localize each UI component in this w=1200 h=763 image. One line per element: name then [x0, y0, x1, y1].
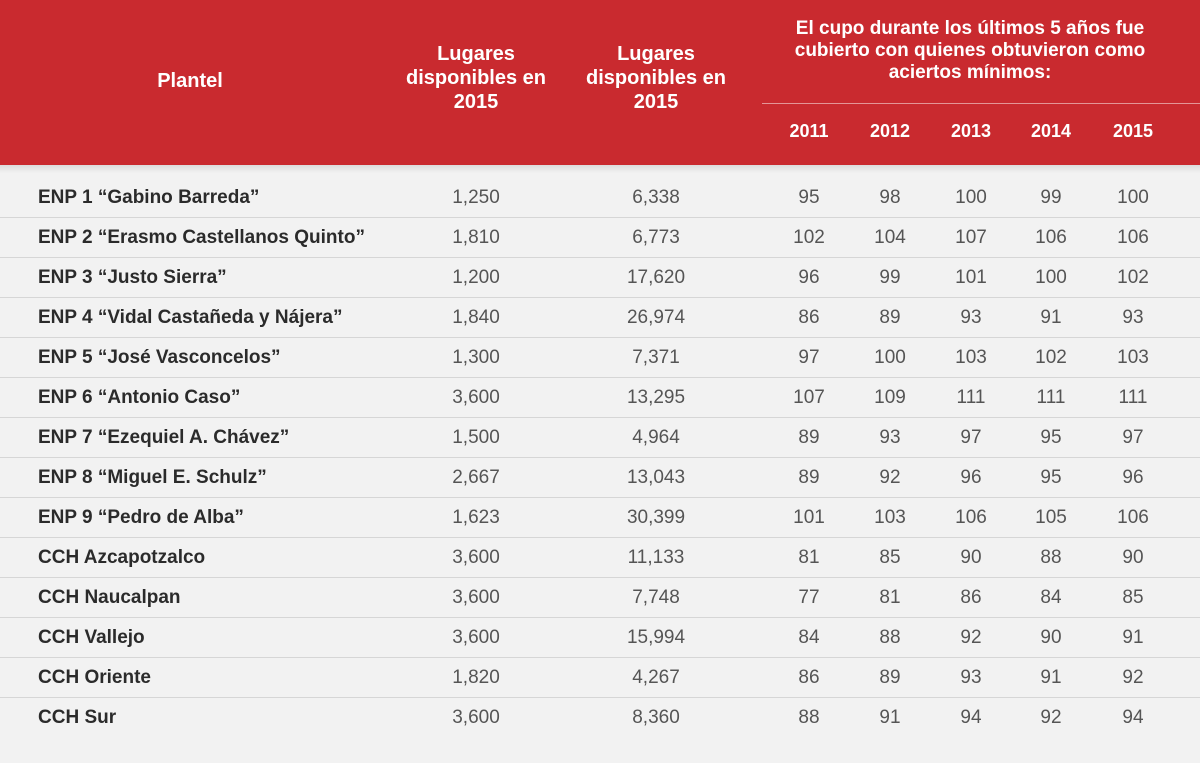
lugares-value: 3,600	[452, 547, 500, 568]
header-span-title: El cupo durante los últimos 5 años fue cubierto con quienes obtuvieron como aciertos mínimos:	[794, 18, 1146, 83]
table-row	[0, 298, 1200, 338]
aciertos-2013: 93	[960, 667, 982, 688]
plantel-name: ENP 7 “Ezequiel A. Chávez”	[38, 427, 290, 448]
plantel-name: ENP 4 “Vidal Castañeda y Nájera”	[38, 307, 343, 328]
aciertos-2012: 104	[874, 227, 906, 248]
header-year-2015: 2015	[1112, 121, 1154, 141]
aciertos-2015: 85	[1122, 587, 1144, 608]
aciertos-2015: 92	[1122, 667, 1144, 688]
aciertos-2013: 100	[955, 187, 987, 208]
aciertos-2015: 94	[1122, 707, 1144, 728]
aciertos-2014: 99	[1040, 187, 1062, 208]
aciertos-2015: 93	[1122, 307, 1144, 328]
plantel-name: ENP 3 “Justo Sierra”	[38, 267, 227, 288]
plantel-name: CCH Azcapotzalco	[38, 547, 206, 568]
aciertos-2013: 106	[955, 507, 987, 528]
aciertos-2013: 86	[960, 587, 982, 608]
table-row	[0, 618, 1200, 658]
aciertos-2011: 86	[798, 307, 820, 328]
aciertos-2011: 95	[798, 187, 820, 208]
aciertos-2015: 106	[1117, 507, 1149, 528]
aciertos-2013: 97	[960, 427, 982, 448]
aciertos-2014: 95	[1040, 467, 1062, 488]
aciertos-2012: 93	[879, 427, 901, 448]
aciertos-2012: 85	[879, 547, 901, 568]
lugares-value: 1,820	[452, 667, 500, 688]
aciertos-2014: 102	[1035, 347, 1067, 368]
lugares-value: 1,300	[452, 347, 500, 368]
lugares-value-2: 4,964	[632, 427, 680, 448]
table-row	[0, 498, 1200, 538]
aciertos-2011: 101	[793, 507, 825, 528]
aciertos-2012: 89	[879, 307, 901, 328]
aciertos-2013: 107	[955, 227, 987, 248]
header-shadow	[0, 165, 1200, 173]
lugares-value: 3,600	[452, 587, 500, 608]
header-year-2012: 2012	[869, 121, 911, 141]
aciertos-2012: 91	[879, 707, 901, 728]
lugares-value-2: 6,338	[632, 187, 680, 208]
lugares-value-2: 13,043	[626, 467, 686, 488]
plantel-name: ENP 5 “José Vasconcelos”	[38, 347, 281, 368]
aciertos-2014: 106	[1035, 227, 1067, 248]
table-row	[0, 258, 1200, 298]
aciertos-2011: 89	[798, 467, 820, 488]
aciertos-2015: 91	[1122, 627, 1144, 648]
aciertos-2014: 92	[1040, 707, 1062, 728]
aciertos-2013: 96	[960, 467, 982, 488]
aciertos-2015: 103	[1117, 347, 1149, 368]
aciertos-2015: 106	[1117, 227, 1149, 248]
table-row	[0, 338, 1200, 378]
aciertos-2011: 77	[798, 587, 820, 608]
aciertos-2014: 91	[1040, 667, 1062, 688]
plantel-name: ENP 1 “Gabino Barreda”	[38, 187, 260, 208]
header-divider	[762, 103, 1200, 104]
table-row	[0, 458, 1200, 498]
table-row	[0, 218, 1200, 258]
aciertos-2012: 98	[879, 187, 901, 208]
aciertos-2012: 99	[879, 267, 901, 288]
lugares-value-2: 8,360	[632, 707, 680, 728]
plantel-name: CCH Naucalpan	[38, 587, 181, 608]
table-row	[0, 538, 1200, 578]
aciertos-2015: 100	[1117, 187, 1149, 208]
aciertos-2015: 96	[1122, 467, 1144, 488]
plantel-name: CCH Sur	[38, 707, 117, 728]
plantel-name: ENP 2 “Erasmo Castellanos Quinto”	[38, 227, 365, 248]
aciertos-2011: 89	[798, 427, 820, 448]
plantel-name: ENP 6 “Antonio Caso”	[38, 387, 241, 408]
aciertos-2015: 97	[1122, 427, 1144, 448]
lugares-value-2: 26,974	[626, 307, 686, 328]
table-row	[0, 698, 1200, 738]
aciertos-2012: 92	[879, 467, 901, 488]
aciertos-2011: 84	[798, 627, 820, 648]
lugares-value-2: 15,994	[626, 627, 686, 648]
lugares-value-2: 7,748	[632, 587, 680, 608]
aciertos-2015: 90	[1122, 547, 1144, 568]
lugares-value-2: 6,773	[632, 227, 680, 248]
header-plantel: Plantel	[157, 70, 223, 92]
lugares-value-2: 30,399	[626, 507, 686, 528]
aciertos-2014: 90	[1040, 627, 1062, 648]
lugares-value: 3,600	[452, 387, 500, 408]
lugares-value: 1,200	[452, 267, 500, 288]
aciertos-2013: 92	[960, 627, 982, 648]
aciertos-2012: 100	[874, 347, 906, 368]
lugares-value-2: 11,133	[627, 547, 685, 568]
aciertos-2014: 84	[1040, 587, 1062, 608]
aciertos-2015: 111	[1118, 387, 1148, 408]
aciertos-2011: 81	[798, 547, 820, 568]
header-lugares-disponibles: Lugares disponibles en 2015	[405, 43, 547, 113]
table-row	[0, 658, 1200, 698]
header-year-2011: 2011	[789, 121, 829, 141]
aciertos-2014: 88	[1040, 547, 1062, 568]
lugares-value: 1,623	[452, 507, 500, 528]
lugares-value: 1,500	[452, 427, 500, 448]
table-body	[0, 178, 1200, 738]
plantel-name: ENP 9 “Pedro de Alba”	[38, 507, 244, 528]
aciertos-2014: 95	[1040, 427, 1062, 448]
table-header	[0, 0, 1200, 165]
lugares-value-2: 17,620	[626, 267, 686, 288]
lugares-value-2: 4,267	[632, 667, 680, 688]
aciertos-2013: 103	[955, 347, 987, 368]
aciertos-2011: 102	[793, 227, 825, 248]
aciertos-2011: 97	[798, 347, 820, 368]
header-lugares-disponibles-2: Lugares disponibles en 2015	[585, 43, 727, 113]
aciertos-2013: 94	[960, 707, 982, 728]
table-row	[0, 178, 1200, 218]
lugares-value: 3,600	[452, 707, 500, 728]
aciertos-2013: 90	[960, 547, 982, 568]
lugares-value-2: 13,295	[626, 387, 686, 408]
table-row	[0, 578, 1200, 618]
plantel-name: CCH Oriente	[38, 667, 151, 688]
table-row	[0, 378, 1200, 418]
aciertos-2011: 96	[798, 267, 820, 288]
plantel-name: ENP 8 “Miguel E. Schulz”	[38, 467, 267, 488]
lugares-value: 1,840	[452, 307, 500, 328]
aciertos-2012: 89	[879, 667, 901, 688]
lugares-value: 2,667	[452, 467, 500, 488]
header-year-2013: 2013	[950, 121, 992, 141]
lugares-value: 1,810	[452, 227, 500, 248]
table-row	[0, 418, 1200, 458]
aciertos-2014: 105	[1035, 507, 1067, 528]
aciertos-2012: 103	[874, 507, 906, 528]
header-year-2014: 2014	[1030, 121, 1072, 141]
lugares-value-2: 7,371	[632, 347, 680, 368]
aciertos-2013: 93	[960, 307, 982, 328]
aciertos-2014: 100	[1035, 267, 1067, 288]
aciertos-2015: 102	[1117, 267, 1149, 288]
aciertos-2011: 86	[798, 667, 820, 688]
aciertos-2013: 111	[956, 387, 986, 408]
aciertos-2012: 109	[874, 387, 906, 408]
aciertos-2011: 88	[798, 707, 820, 728]
aciertos-2013: 101	[955, 267, 987, 288]
plantel-name: CCH Vallejo	[38, 627, 145, 648]
aciertos-2014: 111	[1036, 387, 1066, 408]
aciertos-2012: 88	[879, 627, 901, 648]
lugares-value: 1,250	[452, 187, 500, 208]
aciertos-2011: 107	[793, 387, 825, 408]
aciertos-2012: 81	[879, 587, 901, 608]
aciertos-2014: 91	[1040, 307, 1062, 328]
lugares-value: 3,600	[452, 627, 500, 648]
